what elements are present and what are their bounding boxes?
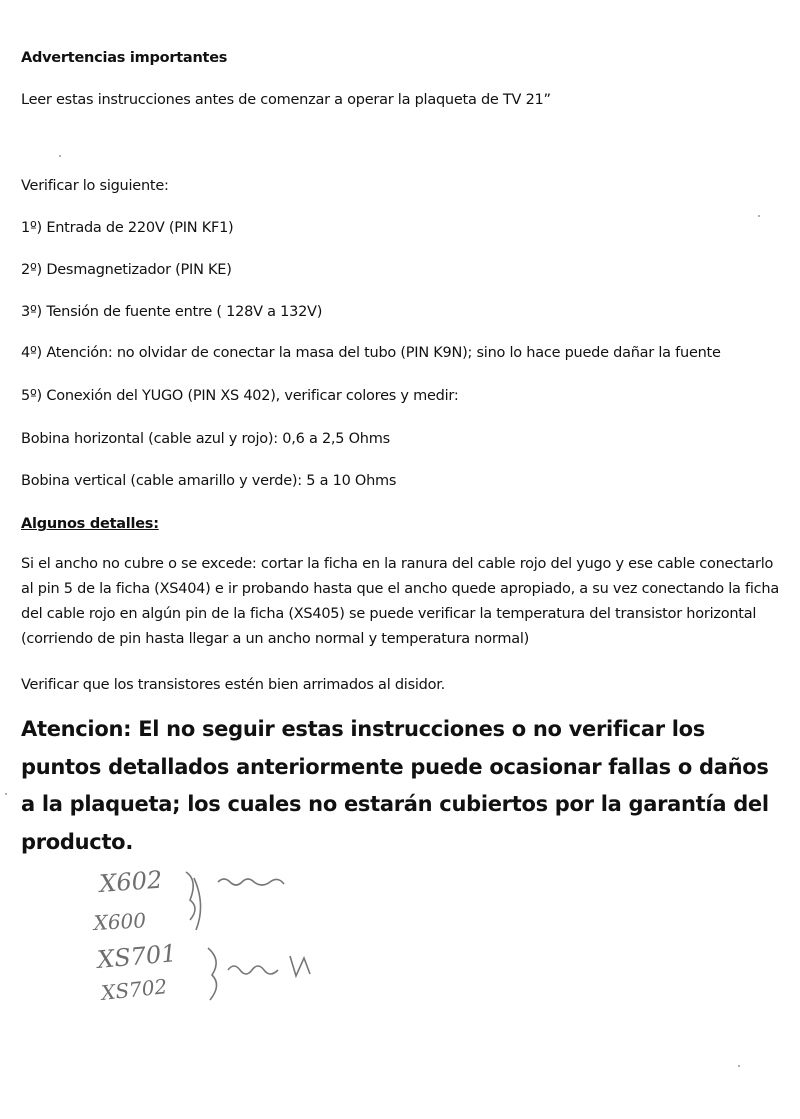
step-3: 3º) Tensión de fuente entre ( 128V a 132V) — [21, 304, 323, 320]
scan-speck — [5, 793, 7, 795]
details-title: Algunos detalles: — [21, 516, 159, 532]
warning-text: Atencion: El no seguir estas instrucciones o no verificar los puntos detallados anteriormente puede ocasionar fallas o daños a la plaqueta; los cuales no estarán cubiertos por la garantía del producto. — [21, 717, 769, 854]
handwritten-note: XS702 — [100, 974, 169, 1005]
scan-speck — [738, 1065, 740, 1067]
document-heading: Advertencias importantes — [21, 50, 228, 66]
handwritten-note: X600 — [93, 908, 147, 935]
scan-speck — [758, 215, 760, 217]
bracket-mark — [194, 878, 201, 930]
verify-title: Verificar lo siguiente: — [21, 178, 169, 194]
step-5: 5º) Conexión del YUGO (PIN XS 402), verificar colores y medir: — [21, 388, 459, 404]
coil-vertical: Bobina vertical (cable amarillo y verde): 5 a 10 Ohms — [21, 473, 397, 489]
step-1: 1º) Entrada de 220V (PIN KF1) — [21, 220, 234, 236]
handwritten-note: XS701 — [96, 939, 178, 974]
scribble-mark — [228, 956, 310, 976]
scribble-mark — [218, 879, 284, 885]
handwritten-notes — [90, 860, 370, 1020]
bracket-mark — [186, 872, 195, 920]
intro-text: Leer estas instrucciones antes de comenzar a operar la plaqueta de TV 21” — [21, 92, 551, 108]
coil-horizontal: Bobina horizontal (cable azul y rojo): 0,6 a 2,5 Ohms — [21, 431, 390, 447]
transistor-note: Verificar que los transistores estén bien arrimados al disidor. — [21, 677, 445, 693]
step-2: 2º) Desmagnetizador (PIN KE) — [21, 262, 232, 278]
details-paragraph: Si el ancho no cubre o se excede: cortar la ficha en la ranura del cable rojo del yugo y ese cable conectarlo al pin 5 de la ficha (XS404) e ir probando hasta que el ancho quede apropiado, a su vez conectando la ficha del cable rojo en algún pin de la ficha (XS405) se puede verificar la temperatura del transistor horizontal (corriendo de pin hasta llegar a un ancho normal y temperatura normal) — [21, 556, 779, 647]
step-4: 4º) Atención: no olvidar de conectar la masa del tubo (PIN K9N); sino lo hace puede dañar la fuente — [21, 345, 721, 361]
bracket-mark — [208, 948, 217, 1000]
handwritten-note: X602 — [98, 865, 164, 898]
scan-speck — [59, 155, 61, 157]
